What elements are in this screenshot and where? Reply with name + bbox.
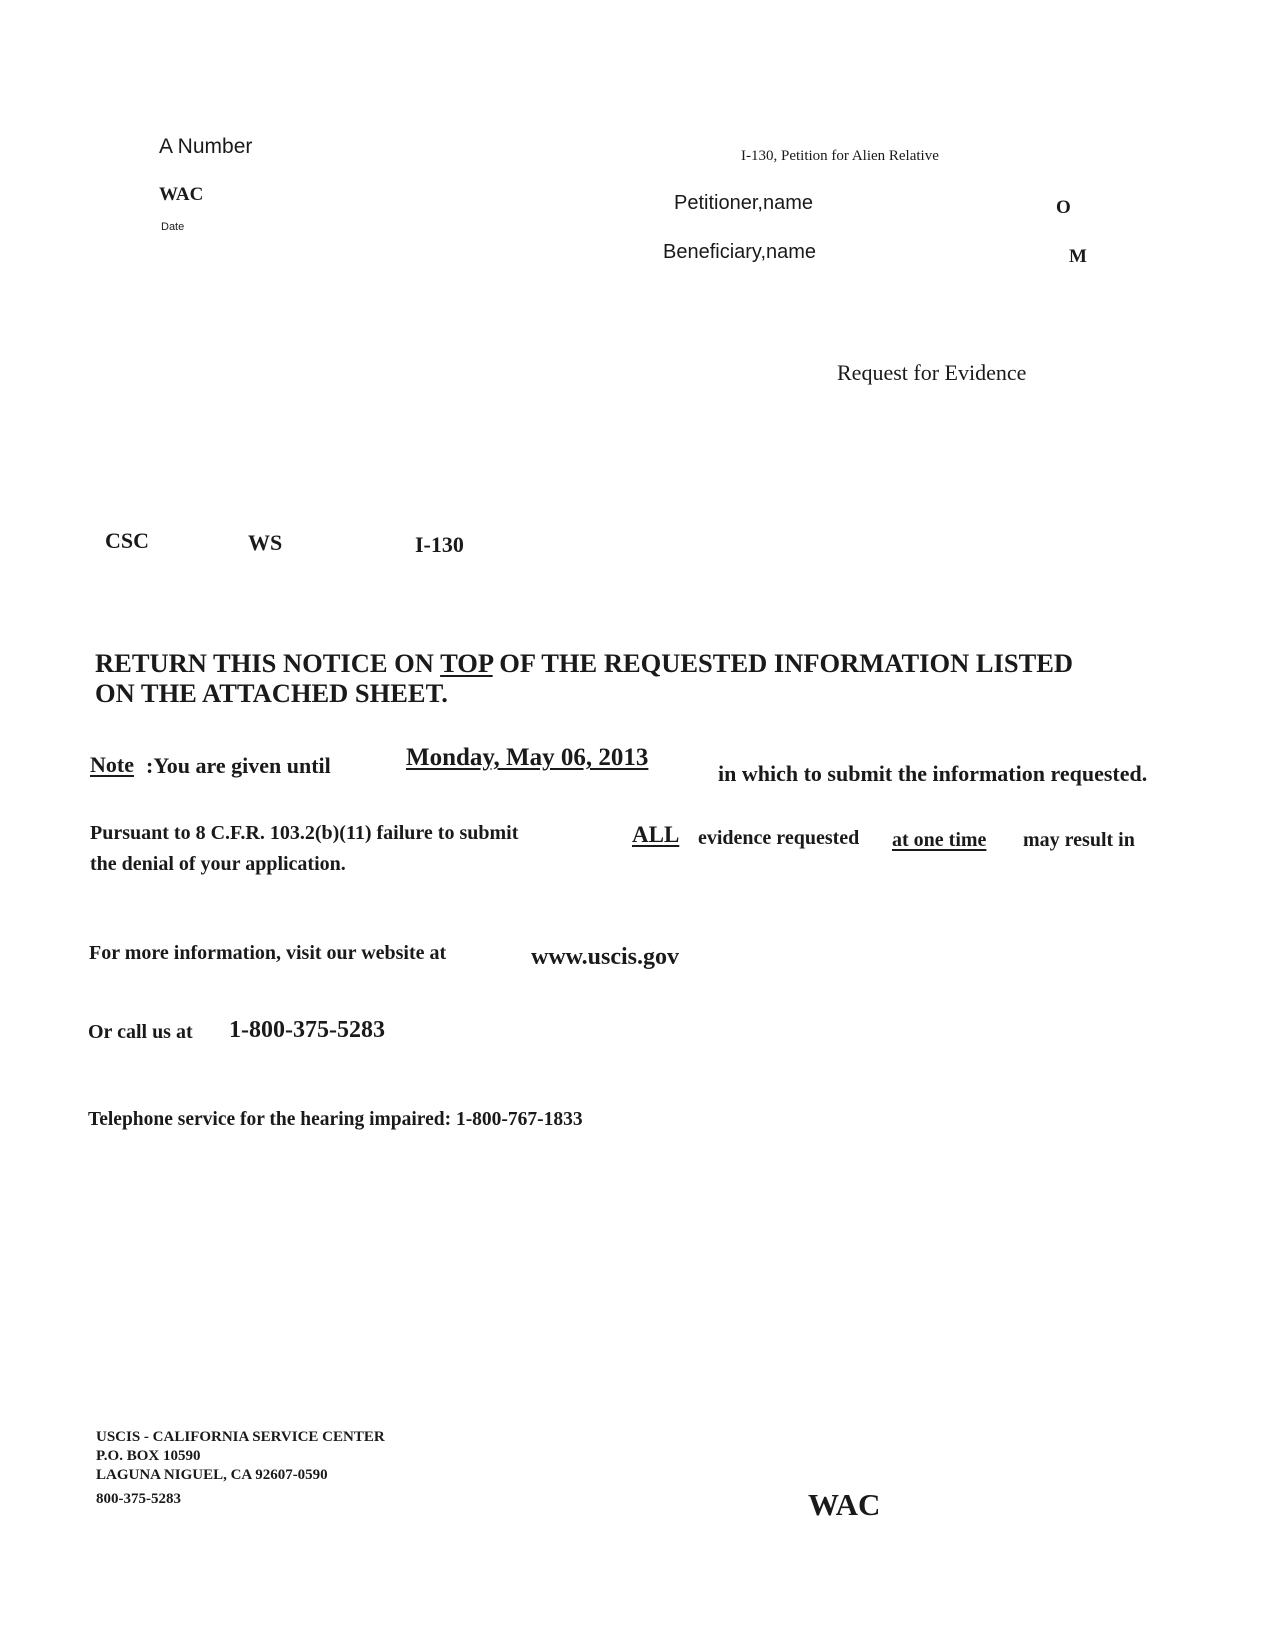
wac-receipt-label: WAC bbox=[159, 184, 204, 205]
note-text: :You are given until bbox=[146, 753, 331, 778]
website-url: www.uscis.gov bbox=[531, 944, 680, 970]
address-line: LAGUNA NIGUEL, CA 92607-0590 bbox=[96, 1467, 328, 1483]
call-phone-number: 1-800-375-5283 bbox=[229, 1017, 385, 1043]
petitioner-label: Petitioner,name bbox=[674, 192, 813, 214]
pursuant-all-emphasis: ALL bbox=[632, 822, 680, 847]
instruction-top-emphasis: TOP bbox=[440, 648, 493, 678]
service-center-address bbox=[96, 1428, 385, 1509]
office-code: WS bbox=[248, 530, 283, 555]
return-notice-instruction bbox=[95, 648, 1095, 708]
pursuant-text-part3: may result in bbox=[1023, 829, 1135, 851]
call-text: Or call us at bbox=[88, 1021, 193, 1043]
note-label: Note bbox=[90, 752, 134, 777]
petitioner-initial: O bbox=[1056, 197, 1071, 218]
instruction-before: RETURN THIS NOTICE ON bbox=[95, 648, 441, 678]
form-title: I-130, Petition for Alien Relative bbox=[741, 148, 939, 164]
hearing-impaired-line: Telephone service for the hearing impaired: 1-800-767-1833 bbox=[88, 1109, 583, 1130]
address-line: P.O. BOX 10590 bbox=[96, 1448, 201, 1464]
instruction-after: OF THE REQUESTED INFORMATION LISTED ON THE ATTACHED SHEET. bbox=[95, 648, 1074, 708]
pursuant-text-line2: the denial of your application. bbox=[90, 853, 346, 875]
a-number-label: A Number bbox=[159, 135, 253, 158]
deadline-date: Monday, May 06, 2013 bbox=[406, 744, 649, 771]
footer-office-code: WAC bbox=[808, 1487, 881, 1522]
service-center-code: CSC bbox=[105, 528, 150, 553]
beneficiary-initial: M bbox=[1069, 246, 1087, 267]
beneficiary-label: Beneficiary,name bbox=[663, 241, 817, 263]
website-text: For more information, visit our website at bbox=[89, 942, 447, 964]
notice-type-title: Request for Evidence bbox=[837, 360, 1027, 385]
footer-phone: 800-375-5283 bbox=[96, 1491, 181, 1507]
pursuant-at-one-time: at one time bbox=[892, 829, 987, 851]
form-code: I-130 bbox=[415, 532, 464, 557]
pursuant-text-part2: evidence requested bbox=[698, 827, 860, 849]
note-after-text: in which to submit the information requested. bbox=[718, 761, 1148, 786]
pursuant-text-part1: Pursuant to 8 C.F.R. 103.2(b)(11) failure to submit bbox=[90, 822, 519, 844]
address-line: USCIS - CALIFORNIA SERVICE CENTER bbox=[96, 1429, 385, 1445]
date-label: Date bbox=[161, 221, 185, 233]
